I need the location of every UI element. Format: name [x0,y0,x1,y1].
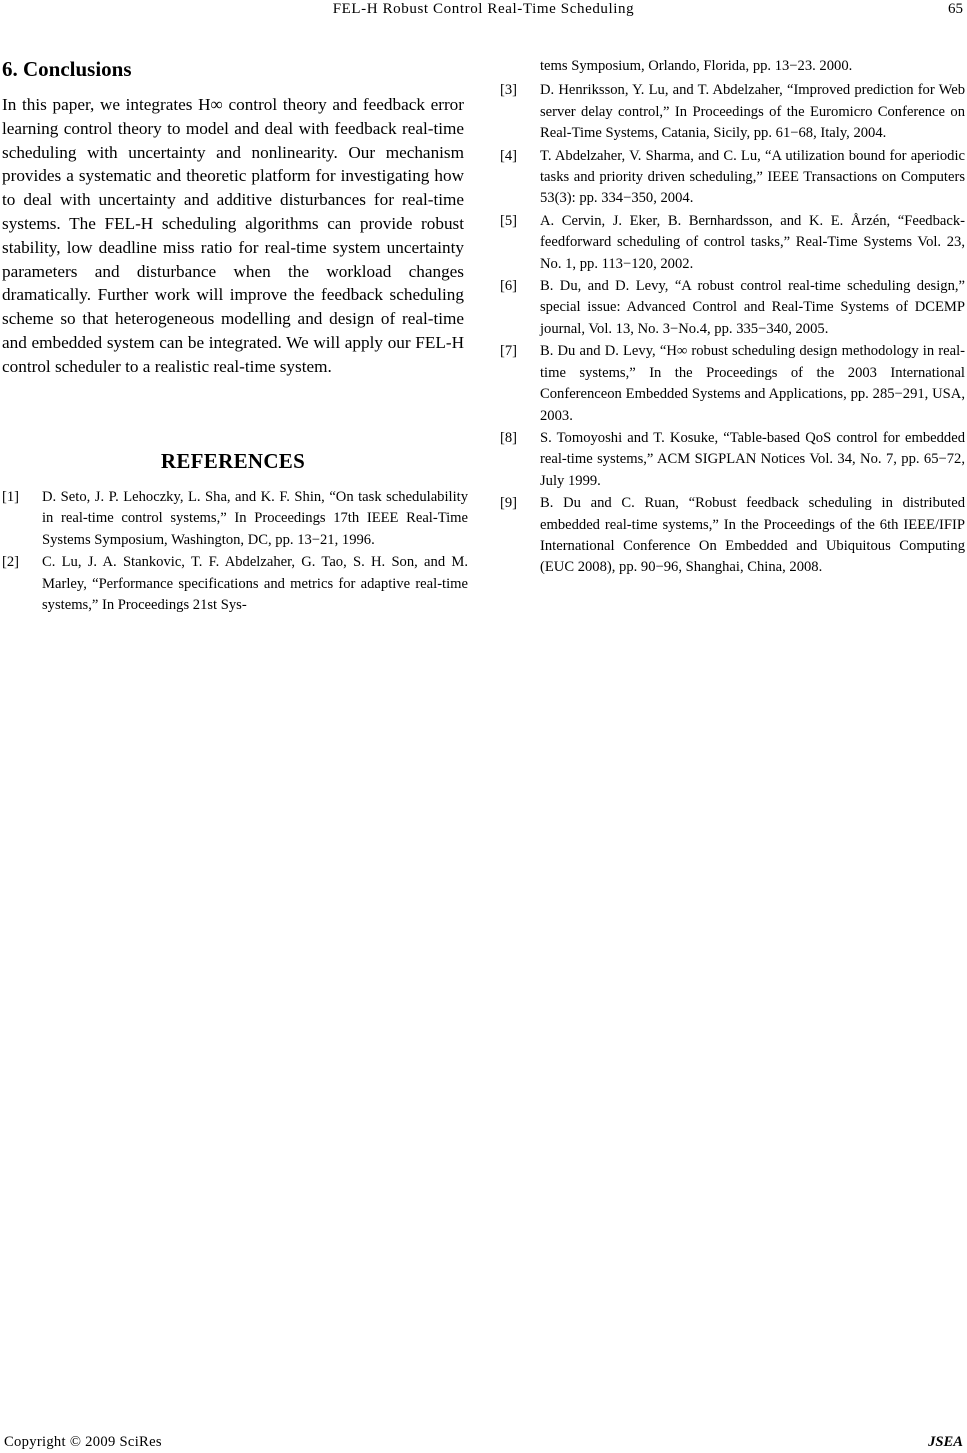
reference-number: [1] [2,489,20,505]
reference-text: S. Tomoyoshi and T. Kosuke, “Table-based QoS control for embedded real-time systems,” ACM SIGPLAN Notices Vol. 34, No. 7, pp. 65−72, July 1999. [540,429,965,489]
conclusions-heading: 6. Conclusions [2,57,132,81]
reference-text: B. Du and D. Levy, “H∞ robust scheduling design methodology in real-time systems,” In the Proceedings of the 2003 International Conferenceon Embedded Systems and Applications, pp. 285−291, USA, 2003. [540,343,965,424]
reference-item [500,428,965,492]
reference-text: D. Henriksson, Y. Lu, and T. Abdelzaher, “Improved prediction for Web server delay control,” In Proceedings of the Euromicro Conference on Real-Time Systems, Catania, Sicily, pp. 61−68, Italy, 2004. [540,82,965,142]
running-title: FEL-H Robust Control Real-Time Scheduling [332,1,635,17]
reference-list-left [2,487,468,617]
copyright-notice: Copyright © 2009 SciRes [4,1434,162,1450]
reference-text: D. Seto, J. P. Lehoczky, L. Sha, and K. F. Shin, “On task schedulability in real-time control systems,” In Proceedings 17th IEEE Real-Time Systems Symposium, Washington, DC, pp. 13−21, 1996. [42,489,468,548]
reference-text: T. Abdelzaher, V. Sharma, and C. Lu, “A utilization bound for aperiodic tasks and priority driven scheduling,” IEEE Transactions on Computers 53(3): pp. 334−350, 2004. [540,147,965,207]
page-number: 65 [948,1,963,17]
reference-item [500,493,965,579]
reference-item [2,552,468,616]
references-heading: REFERENCES [160,449,306,473]
conclusions-paragraph: In this paper, we integrates H∞ control theory and feedback error learning control theory to model and deal with feedback real-time scheduling with uncertainty and nonlinearity. Our mechanism provides a systematic and theoretic platform for investigating how to deal with uncertainty and additive disturbances for real-time systems. The FEL-H scheduling algorithms can provide robust stability, low deadline miss ratio for real-time system uncertainty parameters and disturbance when the workload changes dramatically. Further work will improve the feedback scheduling scheme so that heterogeneous modelling and design of real-time and embedded system can be integrated. We will apply our FEL-H control scheduler to a realistic real-time system. [2,95,464,376]
reference-text: B. Du and C. Ruan, “Robust feedback scheduling in distributed embedded real-time systems,” In the Proceedings of the 6th IEEE/IFIP International Conference On Embedded and Ubiquitous Computing (EUC 2008), pp. 90−96, Shanghai, China, 2008. [540,495,965,576]
reference-number: [7] [500,343,518,360]
reference-item [500,80,965,144]
reference-item [2,487,468,551]
reference-number: [6] [500,278,518,295]
reference-text: B. Du, and D. Levy, “A robust control real-time scheduling design,” special issue: Advanced Control and Real-Time Systems of DCEMP journal, Vol. 13, No. 3−No.4, pp. 335−340, 2005. [540,278,965,337]
reference-number: [5] [500,212,518,229]
reference-list-right [500,56,965,580]
reference-number: [3] [500,82,518,99]
reference-number: [8] [500,429,518,446]
page-footer [0,1433,967,1453]
reference-number: [4] [500,147,518,164]
reference-text: C. Lu, J. A. Stankovic, T. F. Abdelzaher, G. Tao, S. H. Son, and M. Marley, “Performance specifications and metrics for adaptive real-time systems,” In Proceedings 21st Sys- [42,554,468,614]
journal-abbreviation: JSEA [928,1434,963,1450]
reference-continuation: tems Symposium, Orlando, Florida, pp. 13−23. 2000. [540,58,853,74]
reference-item [500,276,965,340]
reference-item [500,211,965,275]
reference-item [500,146,965,210]
reference-number: [2] [2,554,20,571]
reference-item [500,341,965,427]
reference-number: [9] [500,495,518,512]
reference-text: A. Cervin, J. Eker, B. Bernhardsson, and K. E. Årzén, “Feedback-feedforward scheduling of control tasks,” Real-Time Systems Vol. 23, No. 1, pp. 113−120, 2002. [540,212,965,272]
page-header [0,0,967,22]
